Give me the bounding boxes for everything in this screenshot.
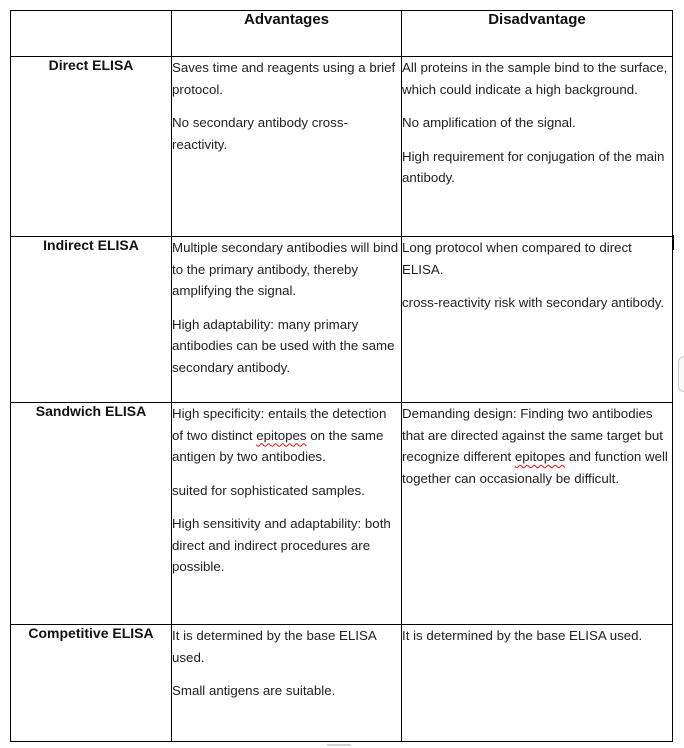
cell-paragraph: No secondary antibody cross-reactivity.: [172, 115, 348, 152]
cell-paragraph: Demanding design: Finding two antibodies that are directed against the same target but recognize different epitopes and function well together can occasionally be difficult.: [402, 406, 668, 486]
row-label: Direct ELISA: [11, 57, 172, 237]
elisa-comparison-table: [10, 10, 673, 742]
row-label: Sandwich ELISA: [11, 403, 172, 625]
cell-paragraph: Long protocol when compared to direct ELISA.: [402, 240, 632, 277]
side-panel-handle[interactable]: [678, 356, 684, 392]
cell-paragraph: All proteins in the sample bind to the surface, which could indicate a high background.: [402, 60, 668, 97]
spellcheck-underline: epitopes: [514, 449, 566, 464]
row-label: Indirect ELISA: [11, 237, 172, 403]
page-divider-mark: [327, 744, 351, 746]
advantages-cell: [172, 237, 402, 403]
spellcheck-underline: epitopes: [256, 427, 307, 443]
disadvantages-cell: [402, 237, 673, 403]
cell-paragraph: High adaptability: many primary antibodies can be used with the same secondary antibody.: [172, 316, 395, 375]
disadvantages-cell: [402, 625, 673, 742]
disadvantages-cell: [402, 57, 673, 237]
header-blank-cell: [11, 11, 172, 57]
advantages-cell: [172, 403, 402, 625]
cell-paragraph: High sensitivity and adaptability: both direct and indirect procedures are possible.: [172, 516, 391, 574]
table-row: [11, 237, 673, 403]
header-row: [11, 11, 673, 57]
table-row: [11, 403, 673, 625]
header-disadvantage: Disadvantage: [402, 11, 673, 57]
cell-paragraph: suited for sophisticated samples.: [172, 482, 365, 498]
text-cursor-mark: [672, 235, 674, 250]
cell-paragraph: High specificity: entails the detection of two distinct epitopes on the same antigen by two antibodies.: [172, 406, 387, 464]
header-advantages: Advantages: [172, 11, 402, 57]
row-label: Competitive ELISA: [11, 625, 172, 742]
cell-paragraph: High requirement for conjugation of the main antibody.: [402, 148, 665, 185]
advantages-cell: [172, 625, 402, 742]
cell-paragraph: It is determined by the base ELISA used.: [172, 628, 377, 665]
table-row: [11, 625, 673, 742]
cell-paragraph: Saves time and reagents using a brief protocol.: [172, 60, 396, 97]
advantages-cell: [172, 57, 402, 237]
disadvantages-cell: [402, 403, 673, 625]
cell-paragraph: Multiple secondary antibodies will bind to the primary antibody, thereby amplifying the signal.: [172, 240, 399, 298]
cell-paragraph: cross-reactivity risk with secondary antibody.: [402, 295, 665, 310]
cell-paragraph: No amplification of the signal.: [402, 115, 576, 130]
table-row: [11, 57, 673, 237]
cell-paragraph: It is determined by the base ELISA used.: [402, 628, 643, 643]
cell-paragraph: Small antigens are suitable.: [172, 683, 336, 698]
